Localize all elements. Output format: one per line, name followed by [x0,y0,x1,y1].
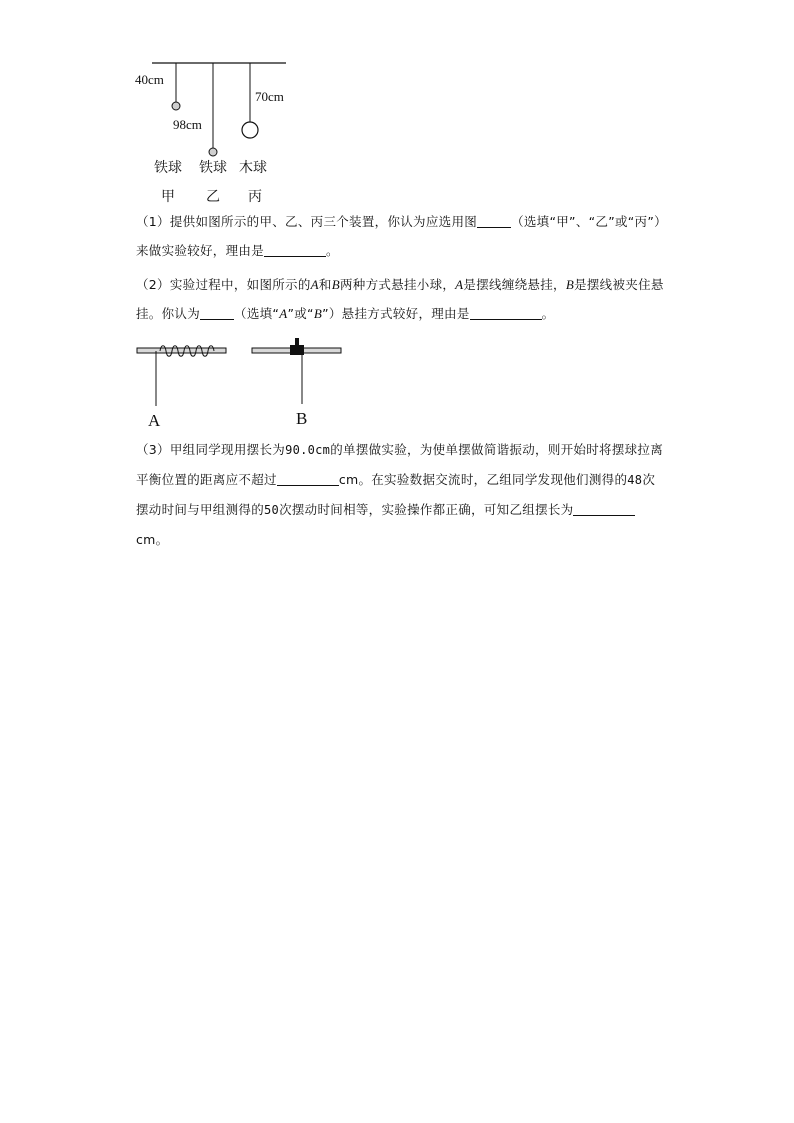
device-label-yi: 乙 [206,189,220,205]
method-label-a: A [148,411,161,430]
length-label-c: 70cm [255,89,284,104]
device-label-bing: 丙 [248,189,262,205]
question-1: （1）提供如图所示的甲、乙、丙三个装置，你认为应选用图 （选填“甲”、“乙”或“丙”）来做实验较好，理由是 。 [136,214,661,258]
answer-blank-6[interactable] [573,501,635,516]
question-3: （3）甲组同学现用摆长为90.0cm的单摆做实验，为使单摆做简谐振动，则开始时将摆球拉离平衡位置的距离应不超过 cm。在实验数据交流时，乙组同学发现他们测得的48次摆动时间与甲组测得的50次摆动时间相等，实验操作都正确，可知乙组摆长为cm。 [136,442,664,547]
ball-label-a: 铁球 [154,160,182,176]
method-label-b: B [296,409,308,428]
clamp-b-top [295,338,299,347]
length-label-b: 98cm [173,117,202,132]
answer-blank-5[interactable] [277,471,339,486]
ball-label-c: 木球 [239,160,267,176]
question-2: （2）实验过程中，如图所示的A和B两种方式悬挂小球，A是摆线缠绕悬挂，B是摆线被夹住悬挂。你认为 （选填“A”或“B”）悬挂方式较好，理由是 。 [136,277,664,321]
device-label-jia: 甲 [161,189,175,205]
rod-a [137,348,226,353]
length-label-a: 40cm [135,72,164,87]
ball-label-b: 铁球 [199,160,227,176]
